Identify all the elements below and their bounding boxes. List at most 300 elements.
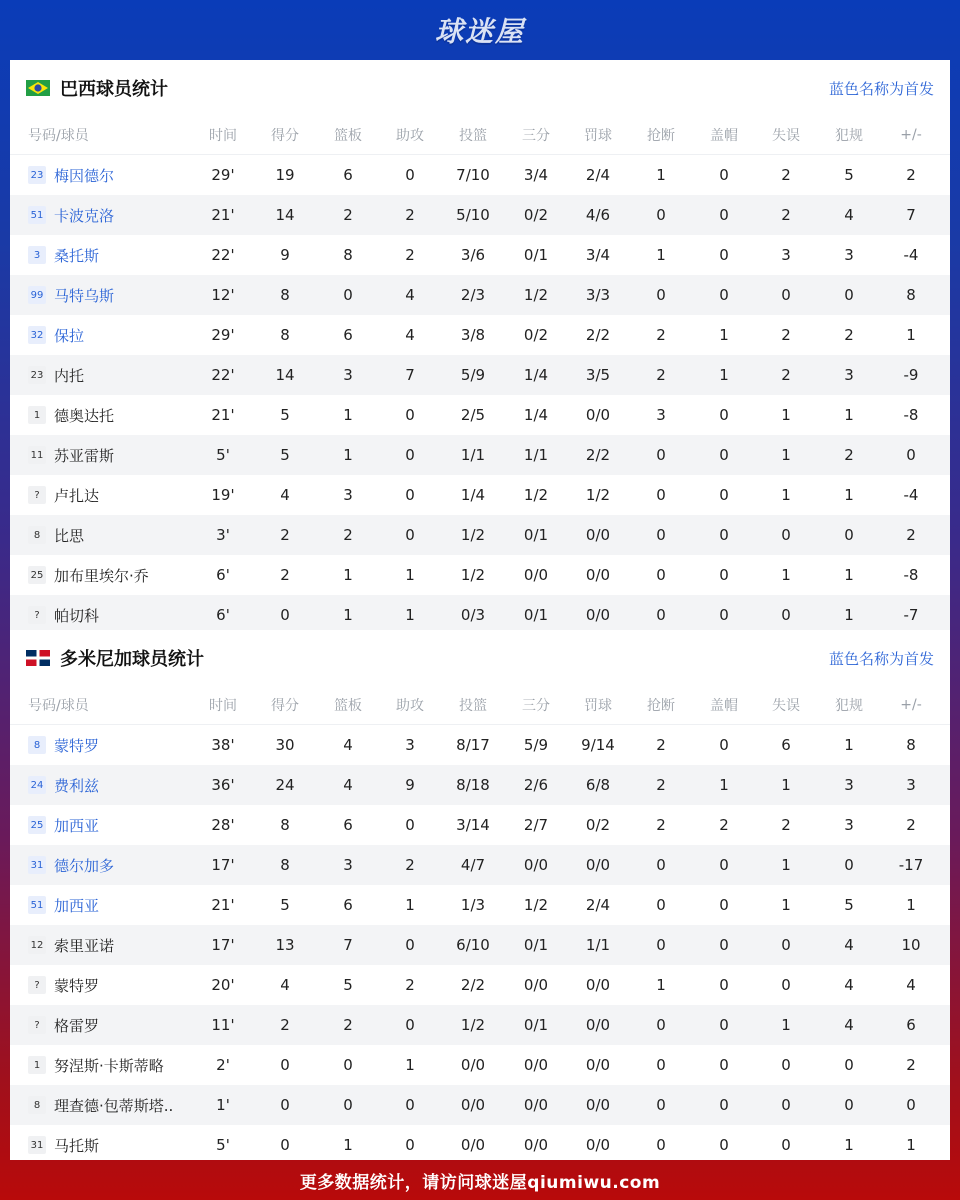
stat-plus-minus: -7 [903, 606, 919, 624]
column-header-rebounds: 篮板 [334, 698, 362, 714]
stat-fg: 7/10 [456, 166, 490, 184]
stat-threes: 1/2 [523, 486, 549, 504]
stat-plus-minus: 2 [906, 526, 916, 544]
player-name-link[interactable]: 保拉 [54, 326, 85, 345]
stat-fg: 3/14 [456, 816, 490, 834]
stat-steals: 0 [656, 566, 666, 584]
stat-points: 2 [280, 566, 290, 584]
stat-fouls: 4 [844, 206, 854, 224]
stat-time: 21' [211, 206, 235, 224]
player-name-link[interactable]: 梅因德尔 [54, 166, 115, 185]
stat-fouls: 1 [844, 566, 854, 584]
stat-steals: 0 [656, 206, 666, 224]
stat-turnovers: 1 [781, 566, 791, 584]
jersey-number-badge: 11 [28, 446, 46, 464]
stat-turnovers: 2 [781, 326, 791, 344]
stat-turnovers: 0 [781, 936, 791, 954]
jersey-number-badge: 8 [28, 526, 46, 544]
jersey-number-badge: 1 [28, 1056, 46, 1074]
stat-fg: 4/7 [460, 856, 486, 874]
player-name-link[interactable]: 马托斯 [54, 1136, 100, 1155]
table-row[interactable] [10, 315, 950, 355]
stat-assists: 2 [405, 976, 415, 994]
stat-steals: 0 [656, 1096, 666, 1114]
stat-time: 19' [211, 486, 235, 504]
table-row[interactable] [10, 1085, 950, 1125]
player-name-link[interactable]: 桑托斯 [54, 246, 100, 265]
table-row[interactable] [10, 195, 950, 235]
table-row[interactable] [10, 555, 950, 595]
stat-plus-minus: 2 [906, 1056, 916, 1074]
column-header-rebounds: 篮板 [334, 128, 362, 144]
stat-blocks: 0 [719, 406, 729, 424]
stat-threes: 0/1 [523, 936, 549, 954]
stat-time: 6' [216, 566, 230, 584]
stat-blocks: 0 [719, 976, 729, 994]
section-title [26, 75, 168, 101]
table-header-row [10, 686, 950, 725]
stat-plus-minus: 2 [906, 166, 916, 184]
stat-fg: 1/2 [460, 566, 486, 584]
stat-fouls: 1 [844, 406, 854, 424]
starter-legend: 蓝色名称为首发 [828, 649, 934, 668]
column-header-player: 号码/球员 [28, 698, 89, 714]
stat-steals: 0 [656, 606, 666, 624]
stat-rebounds: 6 [343, 326, 353, 344]
stat-rebounds: 6 [343, 166, 353, 184]
stat-turnovers: 0 [781, 606, 791, 624]
stat-plus-minus: 3 [906, 776, 916, 794]
stat-points: 14 [275, 366, 295, 384]
stat-turnovers: 1 [781, 406, 791, 424]
stat-turnovers: 1 [781, 776, 791, 794]
player-cell [28, 475, 99, 515]
player-name-link[interactable]: 蒙特罗 [54, 976, 100, 995]
stat-steals: 0 [656, 1016, 666, 1034]
stat-points: 5 [280, 446, 290, 464]
stat-blocks: 0 [719, 246, 729, 264]
stat-turnovers: 1 [781, 896, 791, 914]
table-row[interactable] [10, 765, 950, 805]
stat-ft: 0/0 [585, 1056, 611, 1074]
team-title: 巴西球员统计 [60, 79, 168, 100]
jersey-number-badge: 23 [28, 166, 46, 184]
stat-ft: 3/5 [585, 366, 611, 384]
jersey-number-badge: 51 [28, 896, 46, 914]
stat-plus-minus: 1 [906, 1136, 916, 1154]
starter-legend: 蓝色名称为首发 [828, 79, 934, 98]
player-name-link[interactable]: 索里亚诺 [54, 936, 115, 955]
table-row[interactable] [10, 1125, 950, 1165]
stat-blocks: 0 [719, 566, 729, 584]
stat-ft: 0/0 [585, 1096, 611, 1114]
player-cell [28, 235, 99, 275]
stat-assists: 0 [405, 446, 415, 464]
stat-fouls: 0 [844, 286, 854, 304]
stat-steals: 0 [656, 486, 666, 504]
stat-ft: 2/2 [585, 326, 611, 344]
stat-steals: 2 [656, 366, 666, 384]
stat-blocks: 0 [719, 896, 729, 914]
stat-plus-minus: -8 [903, 566, 919, 584]
stat-rebounds: 1 [343, 566, 353, 584]
table-row[interactable] [10, 805, 950, 845]
player-name-link[interactable]: 苏亚雷斯 [54, 446, 115, 465]
player-cell [28, 765, 99, 805]
stat-points: 0 [280, 1056, 290, 1074]
stat-fouls: 1 [844, 606, 854, 624]
column-header-fouls: 犯规 [835, 698, 863, 714]
stat-turnovers: 1 [781, 856, 791, 874]
stat-fouls: 3 [844, 816, 854, 834]
player-cell [28, 725, 99, 765]
table-row[interactable] [10, 965, 950, 1005]
player-cell [28, 435, 114, 475]
stat-threes: 0/1 [523, 526, 549, 544]
player-cell [28, 395, 114, 435]
column-header-plus-minus: +/- [900, 697, 922, 713]
stat-rebounds: 6 [343, 816, 353, 834]
table-row[interactable] [10, 275, 950, 315]
stat-blocks: 0 [719, 286, 729, 304]
stat-rebounds: 4 [343, 736, 353, 754]
stat-rebounds: 1 [343, 446, 353, 464]
stat-time: 3' [216, 526, 230, 544]
stat-turnovers: 2 [781, 816, 791, 834]
table-header-row [10, 116, 950, 155]
stat-fg: 0/0 [460, 1056, 486, 1074]
stat-steals: 1 [656, 976, 666, 994]
stat-threes: 5/9 [523, 736, 549, 754]
stat-plus-minus: 8 [906, 286, 916, 304]
stat-rebounds: 4 [343, 776, 353, 794]
app-header [0, 0, 960, 60]
table-row[interactable] [10, 355, 950, 395]
stat-fg: 5/10 [456, 206, 490, 224]
stat-threes: 0/0 [523, 1096, 549, 1114]
jersey-number-badge: 12 [28, 936, 46, 954]
table-row[interactable] [10, 1045, 950, 1085]
stat-plus-minus: -4 [903, 486, 919, 504]
stat-assists: 9 [405, 776, 415, 794]
jersey-number-badge: 25 [28, 816, 46, 834]
stat-rebounds: 1 [343, 606, 353, 624]
player-name-link[interactable]: 德奥达托 [54, 406, 115, 425]
column-header-threes: 三分 [522, 128, 550, 144]
stat-steals: 0 [656, 936, 666, 954]
stat-blocks: 1 [719, 366, 729, 384]
column-header-blocks: 盖帽 [710, 698, 738, 714]
stat-rebounds: 8 [343, 246, 353, 264]
stat-points: 19 [275, 166, 295, 184]
column-header-steals: 抢断 [647, 698, 675, 714]
stat-blocks: 0 [719, 606, 729, 624]
stat-threes: 0/1 [523, 246, 549, 264]
stat-turnovers: 0 [781, 286, 791, 304]
stat-fg: 1/1 [460, 446, 486, 464]
stat-plus-minus: 1 [906, 896, 916, 914]
stat-time: 6' [216, 606, 230, 624]
stat-fouls: 4 [844, 936, 854, 954]
stat-turnovers: 1 [781, 446, 791, 464]
stat-ft: 0/0 [585, 526, 611, 544]
stat-points: 4 [280, 976, 290, 994]
stat-ft: 2/4 [585, 896, 611, 914]
player-name-link[interactable]: 努涅斯·卡斯蒂略 [54, 1056, 164, 1075]
jersey-number-badge: ? [28, 1016, 46, 1034]
player-cell [28, 925, 114, 965]
player-name-link[interactable]: 马特乌斯 [54, 286, 115, 305]
dominican-flag-icon [26, 650, 50, 666]
stat-fg: 1/4 [460, 486, 486, 504]
player-cell [28, 195, 114, 235]
column-header-fg: 投篮 [459, 128, 487, 144]
stat-steals: 0 [656, 446, 666, 464]
stat-rebounds: 3 [343, 856, 353, 874]
table-row[interactable] [10, 155, 950, 195]
stat-rebounds: 3 [343, 366, 353, 384]
player-cell [28, 965, 99, 1005]
jersey-number-badge: 31 [28, 856, 46, 874]
stat-assists: 1 [405, 606, 415, 624]
table-row[interactable] [10, 515, 950, 555]
stat-blocks: 0 [719, 856, 729, 874]
stat-fg: 2/5 [460, 406, 486, 424]
column-header-assists: 助攻 [396, 698, 424, 714]
table-row[interactable] [10, 885, 950, 925]
table-row[interactable] [10, 435, 950, 475]
stat-plus-minus: -9 [903, 366, 919, 384]
player-name-link[interactable]: 卡波克洛 [54, 206, 115, 225]
stat-time: 17' [211, 936, 235, 954]
footer-banner: 更多数据统计，请访问球迷屋qiumiwu.com [299, 1172, 661, 1193]
stat-rebounds: 2 [343, 206, 353, 224]
stat-time: 29' [211, 166, 235, 184]
table-row[interactable] [10, 725, 950, 765]
stat-rebounds: 7 [343, 936, 353, 954]
player-cell [28, 275, 114, 315]
stat-points: 5 [280, 896, 290, 914]
column-header-time: 时间 [209, 128, 237, 144]
stat-fouls: 5 [844, 166, 854, 184]
stat-points: 2 [280, 1016, 290, 1034]
stat-assists: 2 [405, 246, 415, 264]
stat-plus-minus: -4 [903, 246, 919, 264]
section-header [10, 60, 950, 116]
column-header-blocks: 盖帽 [710, 128, 738, 144]
stat-threes: 2/6 [523, 776, 549, 794]
stat-fouls: 2 [844, 446, 854, 464]
player-cell [28, 515, 84, 555]
stat-steals: 0 [656, 1056, 666, 1074]
player-cell [28, 155, 114, 195]
stat-points: 30 [275, 736, 295, 754]
stat-steals: 2 [656, 736, 666, 754]
stat-points: 14 [275, 206, 295, 224]
stats-table [10, 686, 950, 1165]
table-row[interactable] [10, 845, 950, 885]
column-header-assists: 助攻 [396, 128, 424, 144]
stat-steals: 2 [656, 326, 666, 344]
column-header-turnovers: 失误 [772, 698, 800, 714]
stat-steals: 0 [656, 526, 666, 544]
stat-assists: 0 [405, 526, 415, 544]
stat-turnovers: 3 [781, 246, 791, 264]
player-cell [28, 1045, 164, 1085]
stat-ft: 0/0 [585, 606, 611, 624]
player-name-link[interactable]: 加西亚 [54, 896, 100, 915]
player-cell [28, 355, 84, 395]
column-header-points: 得分 [271, 698, 299, 714]
stat-steals: 2 [656, 776, 666, 794]
stat-fg: 2/2 [460, 976, 486, 994]
stat-turnovers: 0 [781, 1096, 791, 1114]
jersey-number-badge: 3 [28, 246, 46, 264]
player-name-link[interactable]: 格雷罗 [54, 1016, 100, 1035]
player-name-link[interactable]: 蒙特罗 [54, 736, 100, 755]
player-name-link[interactable]: 德尔加多 [54, 856, 115, 875]
stat-blocks: 0 [719, 166, 729, 184]
stat-threes: 0/0 [523, 856, 549, 874]
stat-fouls: 1 [844, 1136, 854, 1154]
stat-time: 22' [211, 246, 235, 264]
stat-turnovers: 2 [781, 166, 791, 184]
stat-ft: 1/2 [585, 486, 611, 504]
stat-turnovers: 0 [781, 526, 791, 544]
stat-turnovers: 1 [781, 1016, 791, 1034]
team-card-1 [10, 60, 950, 630]
stat-turnovers: 1 [781, 486, 791, 504]
stat-assists: 0 [405, 166, 415, 184]
jersey-number-badge: 51 [28, 206, 46, 224]
stat-fouls: 0 [844, 856, 854, 874]
stat-rebounds: 3 [343, 486, 353, 504]
stat-blocks: 0 [719, 1136, 729, 1154]
stat-steals: 0 [656, 1136, 666, 1154]
stat-ft: 0/0 [585, 1136, 611, 1154]
stat-threes: 1/2 [523, 896, 549, 914]
column-header-turnovers: 失误 [772, 128, 800, 144]
stat-ft: 3/3 [585, 286, 611, 304]
column-header-time: 时间 [209, 698, 237, 714]
stat-points: 8 [280, 816, 290, 834]
column-header-fouls: 犯规 [835, 128, 863, 144]
column-header-threes: 三分 [522, 698, 550, 714]
stat-threes: 3/4 [523, 166, 549, 184]
player-name-link[interactable]: 理查德·包蒂斯塔.. [54, 1096, 174, 1115]
stat-ft: 0/0 [585, 856, 611, 874]
stat-assists: 0 [405, 1096, 415, 1114]
stat-assists: 0 [405, 816, 415, 834]
stat-rebounds: 2 [343, 526, 353, 544]
stat-fouls: 3 [844, 366, 854, 384]
stat-fouls: 2 [844, 326, 854, 344]
stat-time: 22' [211, 366, 235, 384]
stat-ft: 0/2 [585, 816, 611, 834]
stat-assists: 1 [405, 896, 415, 914]
table-row[interactable] [10, 1005, 950, 1045]
jersey-number-badge: 31 [28, 1136, 46, 1154]
stat-ft: 0/0 [585, 406, 611, 424]
stat-threes: 0/1 [523, 606, 549, 624]
stat-assists: 2 [405, 856, 415, 874]
stat-plus-minus: 6 [906, 1016, 916, 1034]
stat-time: 2' [216, 1056, 230, 1074]
player-name-link[interactable]: 费利兹 [54, 776, 100, 795]
stat-points: 4 [280, 486, 290, 504]
stat-threes: 1/4 [523, 406, 549, 424]
stat-rebounds: 1 [343, 406, 353, 424]
player-name-link[interactable]: 加布里埃尔·乔 [54, 566, 149, 585]
jersey-number-badge: 8 [28, 1096, 46, 1114]
column-header-player: 号码/球员 [28, 128, 89, 144]
stat-plus-minus: 0 [906, 1096, 916, 1114]
stat-fg: 6/10 [456, 936, 490, 954]
stat-steals: 1 [656, 166, 666, 184]
stat-rebounds: 0 [343, 1056, 353, 1074]
player-name-link[interactable]: 帕切科 [54, 606, 100, 625]
stat-blocks: 2 [719, 816, 729, 834]
player-name-link[interactable]: 加西亚 [54, 816, 100, 835]
stat-rebounds: 6 [343, 896, 353, 914]
stat-fouls: 0 [844, 1096, 854, 1114]
player-name-link[interactable]: 内托 [54, 366, 85, 385]
stat-points: 2 [280, 526, 290, 544]
table-row[interactable] [10, 395, 950, 435]
stat-threes: 0/0 [523, 566, 549, 584]
stat-plus-minus: 4 [906, 976, 916, 994]
table-row[interactable] [10, 925, 950, 965]
stat-rebounds: 5 [343, 976, 353, 994]
section-title [26, 645, 204, 671]
stat-fg: 8/17 [456, 736, 490, 754]
jersey-number-badge: 24 [28, 776, 46, 794]
table-row[interactable] [10, 235, 950, 275]
stat-ft: 3/4 [585, 246, 611, 264]
table-row[interactable] [10, 475, 950, 515]
table-row[interactable] [10, 595, 950, 635]
stat-assists: 4 [405, 286, 415, 304]
stat-points: 0 [280, 1096, 290, 1114]
player-cell [28, 1085, 173, 1125]
stat-turnovers: 2 [781, 366, 791, 384]
player-cell [28, 555, 149, 595]
stat-fouls: 5 [844, 896, 854, 914]
stat-ft: 2/2 [585, 446, 611, 464]
stat-fg: 8/18 [456, 776, 490, 794]
stat-rebounds: 1 [343, 1136, 353, 1154]
stat-blocks: 0 [719, 1056, 729, 1074]
stat-assists: 1 [405, 566, 415, 584]
stat-blocks: 0 [719, 486, 729, 504]
column-header-ft: 罚球 [584, 128, 612, 144]
stat-ft: 6/8 [585, 776, 611, 794]
stat-assists: 0 [405, 406, 415, 424]
stat-time: 21' [211, 406, 235, 424]
stat-ft: 4/6 [585, 206, 611, 224]
stat-fouls: 4 [844, 1016, 854, 1034]
stat-threes: 0/1 [523, 1016, 549, 1034]
stat-time: 21' [211, 896, 235, 914]
stat-blocks: 1 [719, 776, 729, 794]
player-cell [28, 1005, 99, 1045]
stat-assists: 7 [405, 366, 415, 384]
stat-blocks: 0 [719, 446, 729, 464]
player-name-link[interactable]: 比思 [54, 526, 85, 545]
stat-turnovers: 2 [781, 206, 791, 224]
player-name-link[interactable]: 卢扎达 [54, 486, 100, 505]
stat-time: 20' [211, 976, 235, 994]
